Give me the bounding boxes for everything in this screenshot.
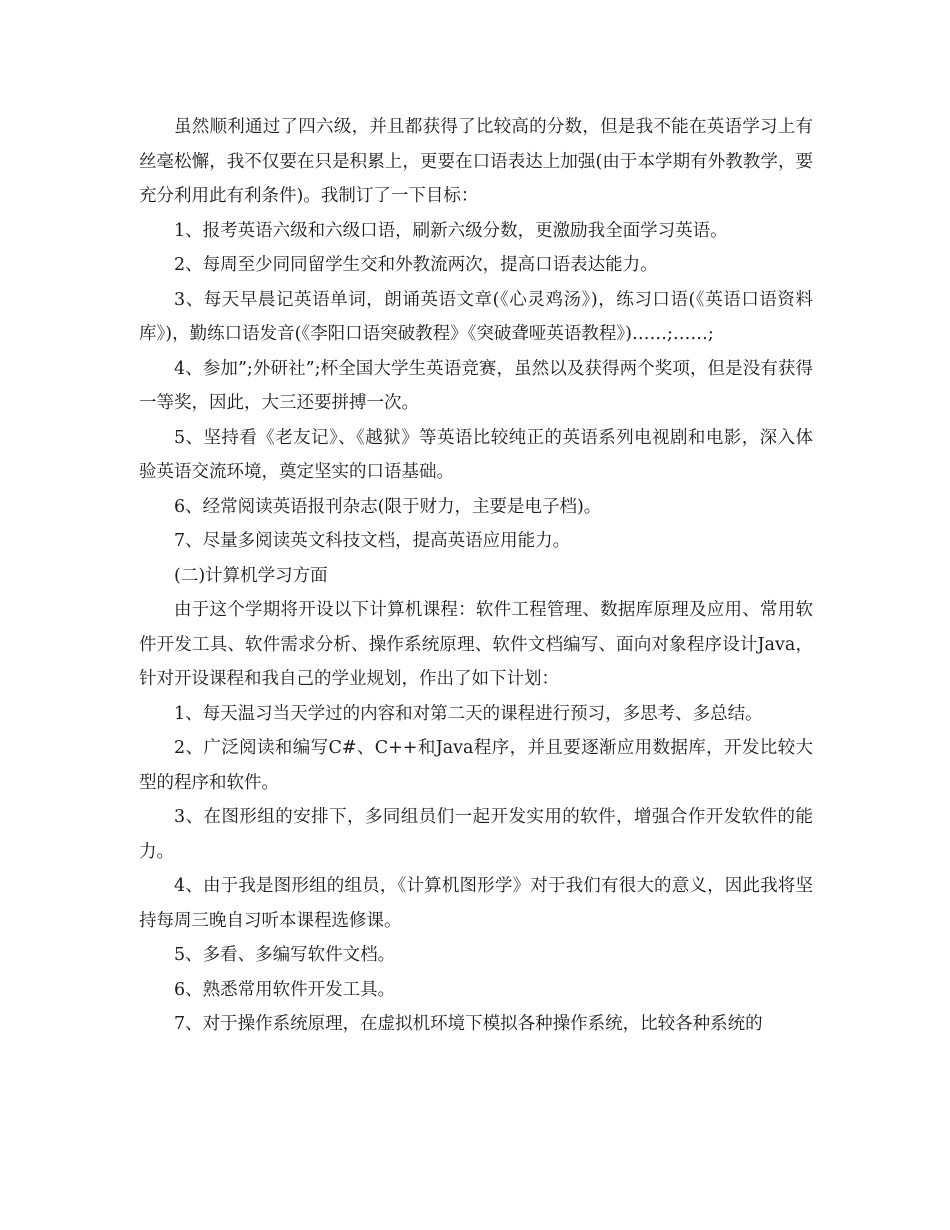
paragraph-english-goal-7: 7、尽量多阅读英文科技文档，提高英语应用能力。	[174, 531, 571, 551]
paragraph-computer-plan-7: 7、对于操作系统原理，在虚拟机环境下模拟各种操作系统，比较各种系统的	[174, 1014, 763, 1034]
paragraph-computer-plan-5: 5、多看、多编写软件文档。	[174, 945, 396, 965]
paragraph-english-goal-2: 2、每周至少同同留学生交和外教流两次，提高口语表达能力。	[174, 255, 658, 275]
document-page	[139, 110, 813, 1042]
paragraph-english-goal-3: 3、每天早晨记英语单词，朗诵英语文章(《心灵鸡汤》)，练习口语(《英语口语资料库》)，勤练口语发音(《李阳口语突破教程》《突破聋哑英语教程》)……;……;	[139, 289, 813, 344]
paragraph-computer-plan-4: 4、由于我是图形组的组员，《计算机图形学》对于我们有很大的意义，因此我将坚持每周三晚自习听本课程选修课。	[139, 876, 813, 931]
paragraph-computer-intro: 由于这个学期将开设以下计算机课程：软件工程管理、数据库原理及应用、常用软件开发工具、软件需求分析、操作系统原理、软件文档编写、面向对象程序设计Java，针对开设课程和我自己的学业规划，作出了如下计划：	[139, 600, 813, 689]
paragraph-intro: 虽然顺利通过了四六级，并且都获得了比较高的分数，但是我不能在英语学习上有丝毫松懈，我不仅要在只是积累上，更要在口语表达上加强(由于本学期有外教教学，要充分利用此有利条件)。我制订了一下目标：	[139, 117, 813, 206]
paragraph-english-goal-4: 4、参加”;外研社”;杯全国大学生英语竞赛，虽然以及获得两个奖项，但是没有获得一等奖，因此，大三还要拼搏一次。	[139, 358, 813, 413]
paragraph-english-goal-1: 1、报考英语六级和六级口语，刷新六级分数，更激励我全面学习英语。	[174, 220, 728, 241]
paragraph-computer-plan-6: 6、熟悉常用软件开发工具。	[174, 979, 396, 1000]
paragraph-english-goal-6: 6、经常阅读英语报刊杂志(限于财力，主要是电子档)。	[174, 496, 602, 517]
paragraph-english-goal-5: 5、坚持看《老友记》、《越狱》等英语比较纯正的英语系列电视剧和电影，深入体验英语交流环境，奠定坚实的口语基础。	[139, 427, 813, 482]
paragraph-computer-plan-3: 3、在图形组的安排下，多同组员们一起开发实用的软件，增强合作开发软件的能力。	[139, 807, 813, 862]
paragraph-computer-plan-2: 2、广泛阅读和编写C#、C++和Java程序，并且要逐渐应用数据库，开发比较大型的程序和软件。	[139, 738, 813, 793]
section-heading-computer: (二)计算机学习方面	[174, 565, 328, 586]
paragraph-computer-plan-1: 1、每天温习当天学过的内容和对第二天的课程进行预习，多思考、多总结。	[174, 703, 763, 724]
